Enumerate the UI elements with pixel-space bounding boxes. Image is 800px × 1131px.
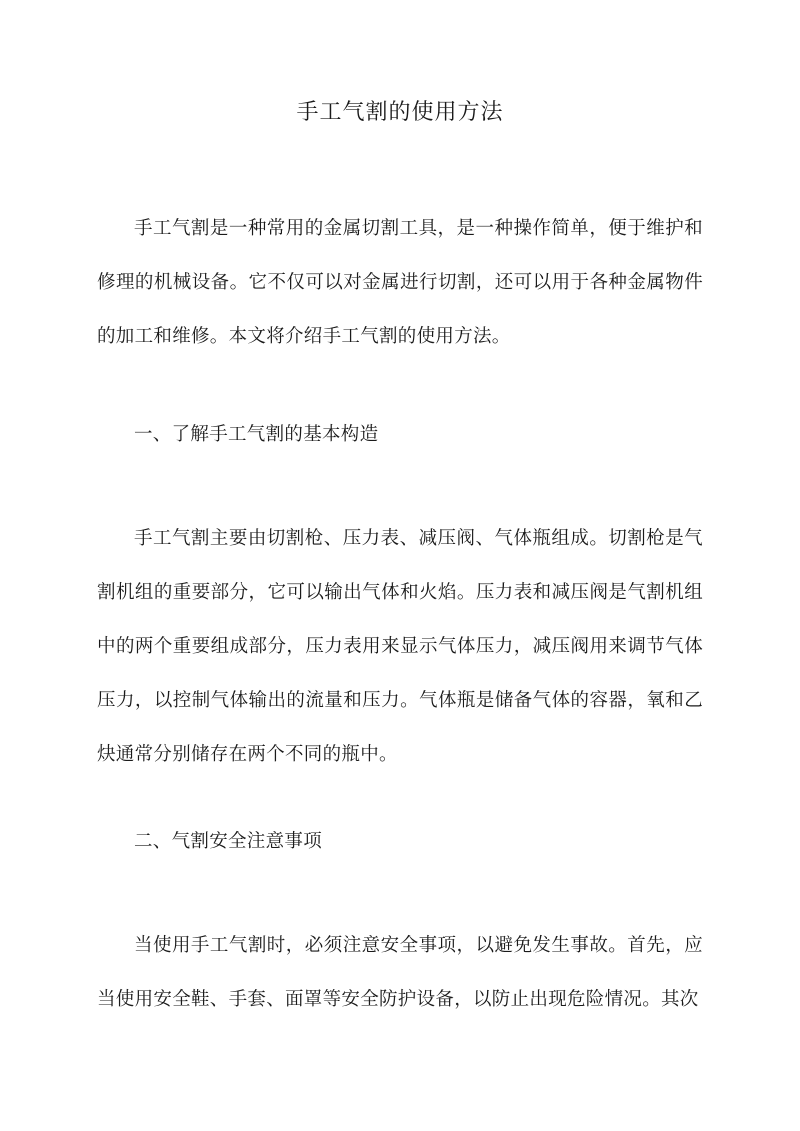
section-heading-2: 二、气割安全注意事项 bbox=[134, 831, 323, 852]
section-2-paragraph: 当使用手工气割时，必须注意安全事项，以避免发生事故。首先，应当使用安全鞋、手套、面罩等安全防护设备，以防止出现危险情况。其次 bbox=[97, 935, 703, 1010]
section-1-paragraph: 手工气割主要由切割枪、压力表、减压阀、气体瓶组成。切割枪是气割机组的重要部分，它可以输出气体和火焰。压力表和减压阀是气割机组中的两个重要组成部分，压力表用来显示气体压力，减压阀用来调节气体压力，以控制气体输出的流量和压力。气体瓶是储备气体的容器，氧和乙炔通常分别储存在两个不同的瓶中。 bbox=[97, 528, 703, 765]
section-heading-1: 一、了解手工气割的基本构造 bbox=[134, 424, 379, 445]
intro-paragraph: 手工气割是一种常用的金属切割工具，是一种操作简单，便于维护和修理的机械设备。它不仅可以对金属进行切割，还可以用于各种金属物件的加工和维修。本文将介绍手工气割的使用方法。 bbox=[97, 218, 703, 347]
document-title: 手工气割的使用方法 bbox=[296, 100, 504, 125]
